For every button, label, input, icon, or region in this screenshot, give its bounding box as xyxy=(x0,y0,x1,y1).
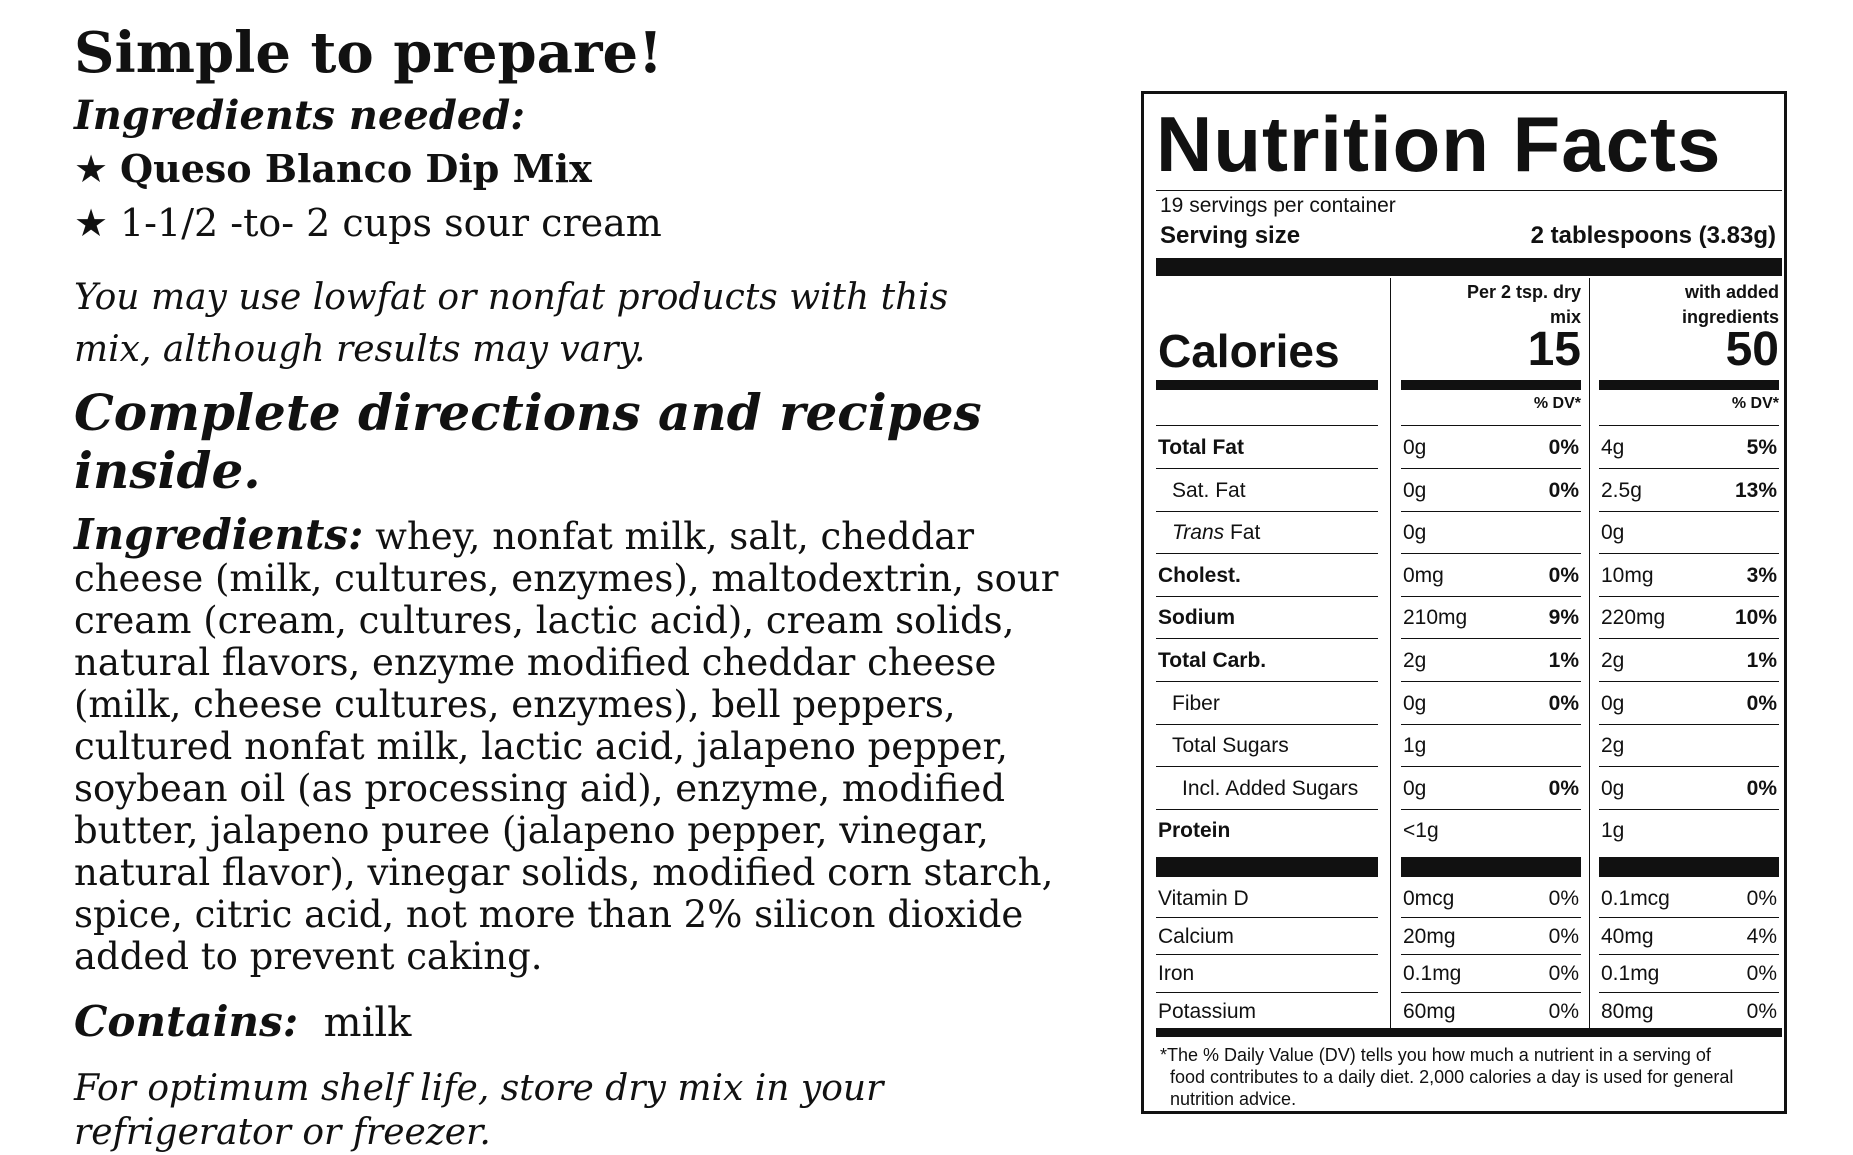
dv-added: 5% xyxy=(1746,436,1777,459)
contains-label: Contains: xyxy=(74,997,299,1046)
nutrition-facts-panel xyxy=(1141,91,1787,1114)
nutrient-label: Total Carb. xyxy=(1158,649,1267,672)
nutrient-row xyxy=(1156,597,1782,639)
amount-added: 80mg xyxy=(1601,999,1654,1023)
amount-added: 0g xyxy=(1601,691,1625,715)
divider xyxy=(1599,425,1779,426)
footer-bar xyxy=(1156,1028,1782,1037)
directions-note: Complete directions and recipes inside. xyxy=(74,383,982,500)
servings-per-container: 19 servings per container xyxy=(1160,194,1396,217)
vitamin-label: Iron xyxy=(1158,962,1195,985)
thick-divider xyxy=(1156,258,1782,276)
amount-dry-mix: 0mcg xyxy=(1403,887,1455,910)
divider xyxy=(1156,190,1782,191)
contains-text: milk xyxy=(298,1000,412,1046)
dv-added: 0% xyxy=(1746,776,1777,800)
amount-added: 0g xyxy=(1601,521,1625,545)
calories-added: 50 xyxy=(1725,323,1779,376)
vitamin-row xyxy=(1156,918,1782,956)
dv-added: 3% xyxy=(1746,563,1777,587)
amount-dry-mix: 0g xyxy=(1403,776,1427,800)
needed-item-sour-cream: ★ 1-1/2 -to- 2 cups sour cream xyxy=(74,196,1074,250)
star-icon: ★ xyxy=(74,147,109,191)
vitamin-label: Calcium xyxy=(1158,924,1234,948)
nutrient-label: Trans Fat xyxy=(1172,521,1261,545)
nutrient-label: Sodium xyxy=(1158,606,1235,630)
nutrient-label: Total Fat xyxy=(1158,436,1244,459)
dv-dry-mix: 0% xyxy=(1548,962,1579,985)
amount-added: 0.1mg xyxy=(1601,962,1660,985)
ingredients-list xyxy=(74,510,1084,978)
headline: Simple to prepare! xyxy=(74,20,663,86)
serving-size-value: 2 tablespoons (3.83g) xyxy=(1530,222,1776,249)
dv-dry-mix: 0% xyxy=(1548,887,1579,910)
amount-dry-mix: <1g xyxy=(1403,819,1439,843)
amount-added: 2g xyxy=(1601,734,1625,758)
amount-added: 0g xyxy=(1601,776,1625,800)
preparation-panel xyxy=(74,18,1074,1155)
vitamin-row xyxy=(1156,880,1782,918)
dv-added: 0% xyxy=(1746,691,1777,715)
dv-added xyxy=(1699,810,1777,852)
vitamin-bar xyxy=(1156,857,1378,877)
amount-dry-mix: 1g xyxy=(1403,734,1427,758)
calories-bar xyxy=(1156,380,1378,390)
ingredients-text: whey, nonfat milk, salt, cheddar cheese (milk, cultures, enzymes), maltodextrin, sour cream (cream, cultures, lactic acid), cream solids, natural flavors, enzyme modified cheddar cheese (milk, cheese cultures, enzymes), bell peppers, cultured nonfat milk, lactic acid, jalapeno pepper, soybean oil (as processing aid), enzyme, modified butter, jalapeno puree (jalapeno pepper, vinegar, natural flavor), vinegar solids, modified corn starch, spice, citric acid, not more than 2% silicon dioxide added to prevent caking. xyxy=(74,515,1059,978)
dv-dry-mix: 0% xyxy=(1548,563,1579,587)
allergen-statement xyxy=(74,996,1074,1049)
amount-added: 0.1mcg xyxy=(1601,887,1670,910)
nutrient-row xyxy=(1156,470,1782,512)
dv-dry-mix xyxy=(1501,725,1579,767)
amount-dry-mix: 60mg xyxy=(1403,999,1456,1023)
star-icon: ★ xyxy=(74,201,109,245)
calories-dry-mix: 15 xyxy=(1527,323,1581,376)
amount-dry-mix: 210mg xyxy=(1403,606,1468,630)
vitamin-row xyxy=(1156,955,1782,993)
amount-dry-mix: 2g xyxy=(1403,649,1427,672)
amount-added: 220mg xyxy=(1601,606,1666,630)
vitamin-row xyxy=(1156,993,1782,1031)
dv-added: 1% xyxy=(1746,649,1777,672)
nutrient-label: Incl. Added Sugars xyxy=(1182,776,1359,800)
amount-added: 1g xyxy=(1601,819,1625,843)
nutrient-row xyxy=(1156,427,1782,469)
daily-value-footnote: *The % Daily Value (DV) tells you how much a nutrient in a serving of food contributes to a daily diet. 2,000 calories a day is used for general nutrition advice. xyxy=(1160,1045,1734,1109)
dv-added: 4% xyxy=(1746,924,1777,948)
calories-label: Calories xyxy=(1158,325,1340,377)
serving-size-label: Serving size xyxy=(1160,222,1301,249)
amount-added: 40mg xyxy=(1601,924,1654,948)
nutrient-label: Cholest. xyxy=(1158,563,1241,587)
dv-added xyxy=(1699,725,1777,767)
calories-bar xyxy=(1599,380,1779,390)
dv-header-dry-mix: % DV* xyxy=(1533,395,1581,412)
dv-header-added: % DV* xyxy=(1731,395,1779,412)
dv-dry-mix: 0% xyxy=(1548,436,1579,459)
amount-dry-mix: 20mg xyxy=(1403,924,1456,948)
dv-added: 13% xyxy=(1734,478,1777,502)
nutrient-row xyxy=(1156,512,1782,554)
nutrient-label: Protein xyxy=(1158,819,1231,843)
dv-dry-mix: 0% xyxy=(1548,924,1579,948)
dv-dry-mix: 9% xyxy=(1548,606,1579,630)
nutrient-row xyxy=(1156,640,1782,682)
ingredients-needed-heading: Ingredients needed: xyxy=(74,92,526,139)
nutrient-row xyxy=(1156,725,1782,767)
amount-added: 4g xyxy=(1601,436,1625,459)
column-header-added: with added ingredients xyxy=(1681,282,1779,327)
nutrition-facts-title: Nutrition Facts xyxy=(1156,100,1722,188)
column-header-dry-mix: Per 2 tsp. dry mix xyxy=(1466,282,1581,327)
nutrient-row xyxy=(1156,768,1782,810)
amount-added: 2g xyxy=(1601,649,1625,672)
dv-dry-mix: 0% xyxy=(1548,776,1579,800)
dv-dry-mix xyxy=(1501,512,1579,554)
amount-dry-mix: 0.1mg xyxy=(1403,962,1462,985)
nutrient-label: Sat. Fat xyxy=(1172,478,1246,502)
vitamin-bar xyxy=(1401,857,1581,877)
nutrient-row xyxy=(1156,810,1782,852)
dv-added xyxy=(1699,512,1777,554)
needed-item-dip-mix: ★ Queso Blanco Dip Mix xyxy=(74,142,1074,196)
divider xyxy=(1401,425,1581,426)
amount-added: 2.5g xyxy=(1601,478,1642,502)
dv-dry-mix xyxy=(1501,810,1579,852)
dv-added: 0% xyxy=(1746,999,1777,1023)
amount-dry-mix: 0mg xyxy=(1403,563,1444,587)
nutrient-row xyxy=(1156,555,1782,597)
calories-bar xyxy=(1401,380,1581,390)
nutrient-label: Fiber xyxy=(1172,691,1220,715)
amount-dry-mix: 0g xyxy=(1403,478,1427,502)
nutrient-row xyxy=(1156,683,1782,725)
nutrient-label: Total Sugars xyxy=(1172,734,1289,758)
dv-added: 0% xyxy=(1746,887,1777,910)
dv-dry-mix: 0% xyxy=(1548,999,1579,1023)
amount-dry-mix: 0g xyxy=(1403,691,1427,715)
ingredients-label: Ingredients: xyxy=(74,510,364,559)
vitamin-label: Potassium xyxy=(1158,999,1257,1023)
dv-dry-mix: 0% xyxy=(1548,478,1579,502)
amount-added: 10mg xyxy=(1601,563,1654,587)
vitamin-label: Vitamin D xyxy=(1158,887,1249,910)
lowfat-note: You may use lowfat or nonfat products with this mix, although results may vary. xyxy=(74,277,949,370)
vitamin-bar xyxy=(1599,857,1779,877)
dv-added: 0% xyxy=(1746,962,1777,985)
amount-dry-mix: 0g xyxy=(1403,521,1427,545)
storage-note: For optimum shelf life, store dry mix in your refrigerator or freezer. xyxy=(74,1068,884,1153)
dv-added: 10% xyxy=(1734,606,1777,630)
divider xyxy=(1156,425,1378,426)
dv-dry-mix: 1% xyxy=(1548,649,1579,672)
dv-dry-mix: 0% xyxy=(1548,691,1579,715)
amount-dry-mix: 0g xyxy=(1403,436,1427,459)
